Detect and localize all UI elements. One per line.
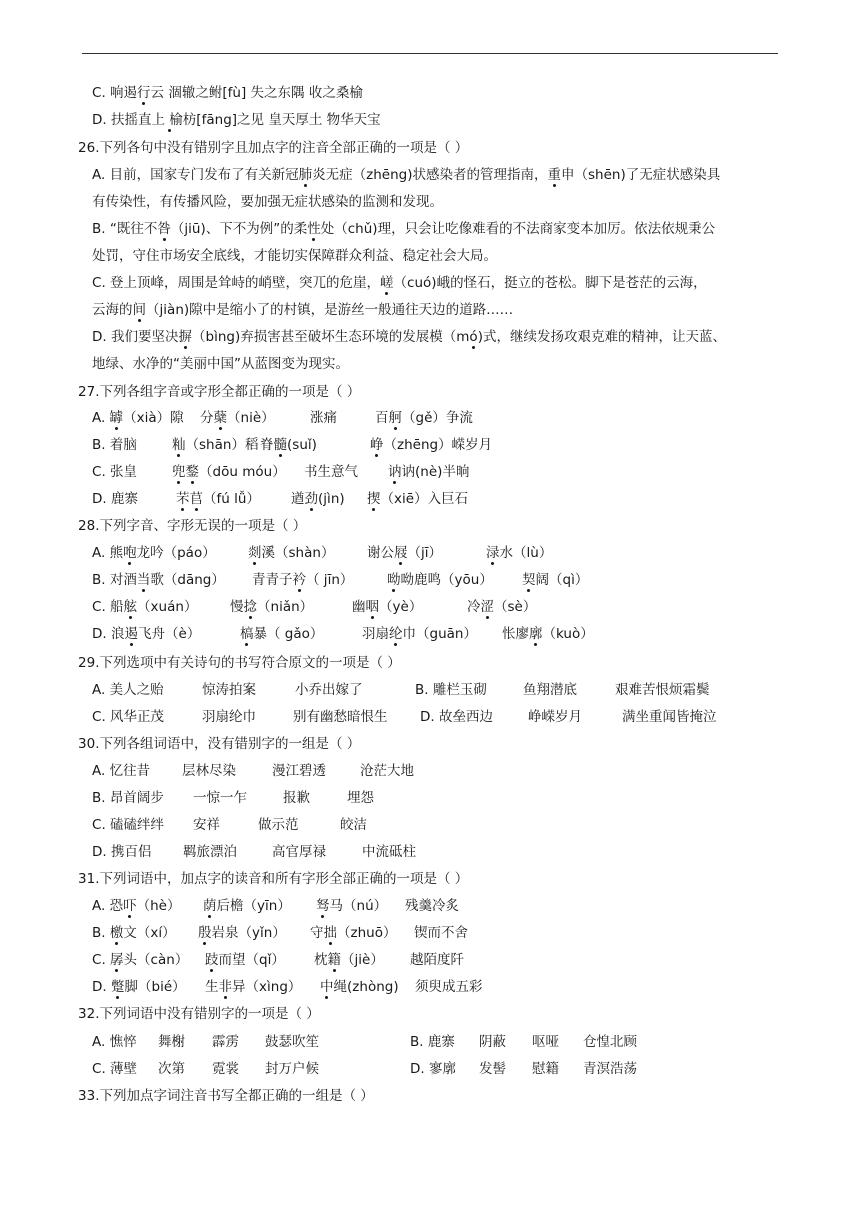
option-item: 高官厚禄: [272, 844, 326, 860]
option-item: 分蘖（niè）: [200, 410, 275, 426]
dotted-char: 荫: [203, 898, 217, 914]
dotted-char: 檄: [109, 925, 124, 941]
option-item: 锲而不舍: [414, 925, 468, 941]
option-item: A. 憔悴: [92, 1034, 137, 1050]
option-item: 荫后檐（yīn）: [203, 898, 291, 914]
option-item: D. 鹿寨: [92, 491, 138, 507]
option-item: A. 熊咆龙吟（páo）: [92, 545, 216, 561]
option-item: C. 风华正茂: [92, 709, 165, 725]
dotted-char: 蘖: [213, 410, 227, 426]
option-item: C. 孱头（càn）: [92, 952, 189, 968]
option-line: 地绿、水净的“美丽中国”从蓝图变为现实。: [92, 356, 349, 372]
option-item: 别有幽愁暗恨生: [293, 709, 388, 725]
option-item: 脊髓(suǐ): [260, 437, 317, 453]
dotted-char: 拙: [323, 925, 337, 941]
dotted-char: 舸: [388, 410, 402, 426]
dotted-char: 蹩: [111, 979, 125, 995]
option-item: 青青子衿（ jīn）: [252, 572, 354, 588]
option-item: 霹雳: [212, 1034, 239, 1050]
option-item: 生非异（xìng）: [205, 979, 302, 995]
question-stem: 29.下列选项中有关诗句的书写符合原文的一项是（ ）: [78, 655, 401, 671]
option-item: 峥（zhēng）嵘岁月: [370, 437, 493, 453]
dotted-char: 行: [137, 85, 151, 101]
option-item: D. 寥廓: [410, 1061, 456, 1077]
option-line: B. “既往不咎（jiū)、下不为例”的柔性处（chǔ)理，只会让吃像难看的不法商家变本加厉。依法依规秉公: [92, 221, 716, 237]
option-item: 一惊一乍: [193, 790, 247, 806]
question-stem: 31.下列词语中，加点字的读音和所有字形全部正确的一项是（ ）: [78, 871, 469, 887]
option-item: 冷涩（sè）: [467, 599, 537, 615]
option-item: C. 磕磕绊绊: [92, 817, 165, 833]
dotted-char: 殷: [198, 925, 212, 941]
option-item: D. 蹩脚（bié）: [92, 979, 186, 995]
option-item: 羽扇纶巾: [202, 709, 256, 725]
option-item: 揳（xiē）入巨石: [367, 491, 469, 507]
option-item: 涨痛: [310, 410, 337, 426]
option-item: C. 船舷（xuán）: [92, 599, 198, 615]
option-item: 舞榭: [158, 1034, 185, 1050]
dotted-char: ó: [469, 329, 478, 345]
dotted-char: 重: [547, 167, 561, 183]
option-item: 跂而望（qǐ）: [205, 952, 285, 968]
option-item: 霓裳: [212, 1061, 239, 1077]
dotted-char: 呦: [387, 572, 401, 588]
dotted-char: 讷: [388, 464, 402, 480]
dotted-char: 咽: [365, 599, 379, 615]
option-item: B. 着脑: [92, 437, 137, 453]
option-item: 惊涛拍案: [202, 682, 256, 698]
option-item: 做示范: [258, 817, 299, 833]
option-item: 驽马（nú）: [316, 898, 388, 914]
option-line: D. 扶摇直上 榆枋[fāng]之见 皇天厚土 物华天宝: [92, 112, 381, 128]
dotted-char: 揳: [367, 491, 381, 507]
dotted-char: 鍪: [185, 464, 199, 480]
dotted-char: 屐: [394, 545, 408, 561]
option-item: 剡溪（shàn）: [248, 545, 335, 561]
dotted-char: 遏: [124, 626, 138, 642]
option-item: 籼（shān）稻: [172, 437, 259, 453]
dotted-char: 性: [307, 221, 321, 237]
option-item: 呕哑: [532, 1034, 559, 1050]
dotted-char: 嵯: [380, 275, 394, 291]
option-item: 满坐重闻皆掩泣: [622, 709, 717, 725]
option-item: 发髻: [479, 1061, 506, 1077]
option-item: 契阔（qì）: [522, 572, 589, 588]
dotted-char: 咆: [123, 545, 137, 561]
dotted-char: 髓: [273, 437, 287, 453]
dotted-char: 劲: [304, 491, 318, 507]
option-item: 层林尽染: [182, 763, 236, 779]
option-item: B. 昂首阔步: [92, 790, 164, 806]
dotted-char: 籍: [327, 952, 341, 968]
option-item: 报歉: [283, 790, 310, 806]
option-item: 羽扇纶巾（guān）: [362, 626, 477, 642]
option-item: 守拙（zhuō）: [310, 925, 397, 941]
dotted-char: 廓: [529, 626, 543, 642]
option-item: C. 张皇: [92, 464, 138, 480]
dotted-char: 契: [522, 572, 536, 588]
option-item: 渌水（lù）: [486, 545, 553, 561]
option-item: 慢捻（niǎn）: [230, 599, 314, 615]
option-line: 有传染性，有传播风险，要加强无症状感染的监测和发现。: [92, 194, 443, 210]
option-line: D. 我们要坚决摒（bìng)弃损害甚至破坏生态环境的发展模（mó)式，继续发扬攻艰克难的精神，让天蓝、: [92, 329, 726, 345]
option-item: 须臾成五彩: [415, 979, 483, 995]
dotted-char: 纶: [389, 626, 403, 642]
option-item: 谢公屐（jī）: [367, 545, 443, 561]
option-line: 云海的间（jiàn)隙中是缩小了的村镇，是游丝一般通往天边的道路……: [92, 302, 514, 318]
option-item: 槁暴（ gǎo）: [240, 626, 324, 642]
dotted-char: 驽: [316, 898, 330, 914]
option-item: 羁旅漂泊: [183, 844, 237, 860]
question-stem: 30.下列各组词语中，没有错别字的一组是（ ）: [78, 736, 361, 752]
option-item: D. 浪遏飞舟（è）: [92, 626, 201, 642]
option-item: 中流砥柱: [362, 844, 416, 860]
dotted-char: 籼: [172, 437, 186, 453]
option-item: A. 忆往昔: [92, 763, 151, 779]
option-item: 呦呦鹿鸣（yōu）: [387, 572, 493, 588]
dotted-char: 兜: [172, 464, 186, 480]
dotted-char: 非: [218, 979, 232, 995]
dotted-char: 间: [132, 302, 146, 318]
dotted-char: 当: [136, 572, 151, 588]
option-item: 艰难苦恨烦霜鬓: [615, 682, 710, 698]
option-item: 鼓瑟吹笙: [265, 1034, 319, 1050]
option-line: 处罚，守住市场安全底线，才能切实保障群众利益、稳定社会大局。: [92, 248, 497, 264]
option-item: 越陌度阡: [410, 952, 464, 968]
option-item: D. 携百侣: [92, 844, 152, 860]
dotted-char: 剡: [248, 545, 262, 561]
dotted-char: 捻: [243, 599, 257, 615]
dotted-char: 渌: [486, 545, 500, 561]
dotted-char: 涩: [480, 599, 494, 615]
option-item: 遒劲(jìn): [291, 491, 345, 507]
header-rule: [82, 53, 778, 54]
question-stem: 32.下列词语中没有错别字的一项是（ ）: [78, 1006, 320, 1022]
option-item: 兜鍪（dōu móu）: [172, 464, 286, 480]
option-item: B. 鹿寨: [410, 1034, 455, 1050]
option-item: 次第: [158, 1061, 185, 1077]
option-item: 殷岩泉（yǐn）: [198, 925, 286, 941]
option-item: A. 美人之贻: [92, 682, 164, 698]
option-item: 枕籍（jiè）: [314, 952, 384, 968]
option-item: 青溟浩荡: [583, 1061, 637, 1077]
dotted-char: 衿: [292, 572, 306, 588]
option-item: 残羹冷炙: [405, 898, 459, 914]
question-stem: 33.下列加点字词注音书写全都正确的一组是（ ）: [78, 1088, 374, 1104]
dotted-char: 峥: [370, 437, 384, 453]
option-item: 慰籍: [532, 1061, 559, 1077]
dotted-char: 吓: [123, 898, 137, 914]
option-item: 峥嵘岁月: [528, 709, 582, 725]
dotted-char: 跂: [205, 952, 219, 968]
question-stem: 26.下列各句中没有错别字且加点字的注音全部正确的一项是（ ）: [78, 140, 469, 156]
dotted-char: 孱: [110, 952, 124, 968]
option-item: 幽咽（yè）: [352, 599, 423, 615]
option-item: 百舸（gě）争流: [375, 410, 473, 426]
dotted-char: 肺: [298, 167, 313, 183]
option-line: C. 响遏行云 涸辙之鲋[fù] 失之东隅 收之桑榆: [92, 85, 363, 101]
option-item: 安祥: [193, 817, 220, 833]
option-item: B. 对酒当歌（dāng）: [92, 572, 225, 588]
option-item: 芣苢（fú lǚ）: [176, 491, 260, 507]
option-item: 漫江碧透: [272, 763, 326, 779]
dotted-char: 槁: [240, 626, 254, 642]
option-item: 皎洁: [340, 817, 367, 833]
option-item: 沧茫大地: [360, 763, 414, 779]
option-item: 怅廖廓（kuò）: [502, 626, 594, 642]
dotted-char: 罅: [109, 410, 124, 426]
option-item: 小乔出嫁了: [295, 682, 363, 698]
option-item: A. 恐吓（hè）: [92, 898, 181, 914]
option-item: D. 故垒西边: [420, 709, 493, 725]
option-item: 埋怨: [347, 790, 374, 806]
dotted-char: 中: [320, 979, 334, 995]
option-item: A. 罅（xià）隙: [92, 410, 184, 426]
dotted-char: 舷: [123, 599, 138, 615]
option-item: B. 雕栏玉砌: [415, 682, 487, 698]
dotted-char: 苢: [189, 491, 203, 507]
option-item: 中绳(zhòng): [320, 979, 399, 995]
option-item: 仓惶北顾: [583, 1034, 637, 1050]
question-stem: 28.下列字音、字形无误的一项是（ ）: [78, 518, 307, 534]
option-line: C. 登上顶峰，周围是耸峙的峭壁，突兀的危崖，嵯（cuó)峨的怪石，挺立的苍松。脚下是苍茫的云海，: [92, 275, 707, 291]
option-item: B. 檄文（xí）: [92, 925, 176, 941]
question-stem: 27.下列各组字音或字形全都正确的一项是（ ）: [78, 384, 361, 400]
dotted-char: 芣: [176, 491, 190, 507]
option-item: 阴蔽: [479, 1034, 506, 1050]
option-item: 讷讷(nè)半晌: [388, 464, 470, 480]
option-line: A. 目前，国家专门发布了有关新冠肺炎无症（zhēng)状感染者的管理指南，重申（shēn)了无症状感染具: [92, 167, 721, 183]
option-item: 封万户候: [265, 1061, 319, 1077]
option-item: 鱼翔潜底: [523, 682, 577, 698]
dotted-char: 咎: [157, 221, 171, 237]
option-item: 书生意气: [304, 464, 358, 480]
dotted-char: 摒: [178, 329, 192, 345]
option-item: C. 薄壁: [92, 1061, 138, 1077]
